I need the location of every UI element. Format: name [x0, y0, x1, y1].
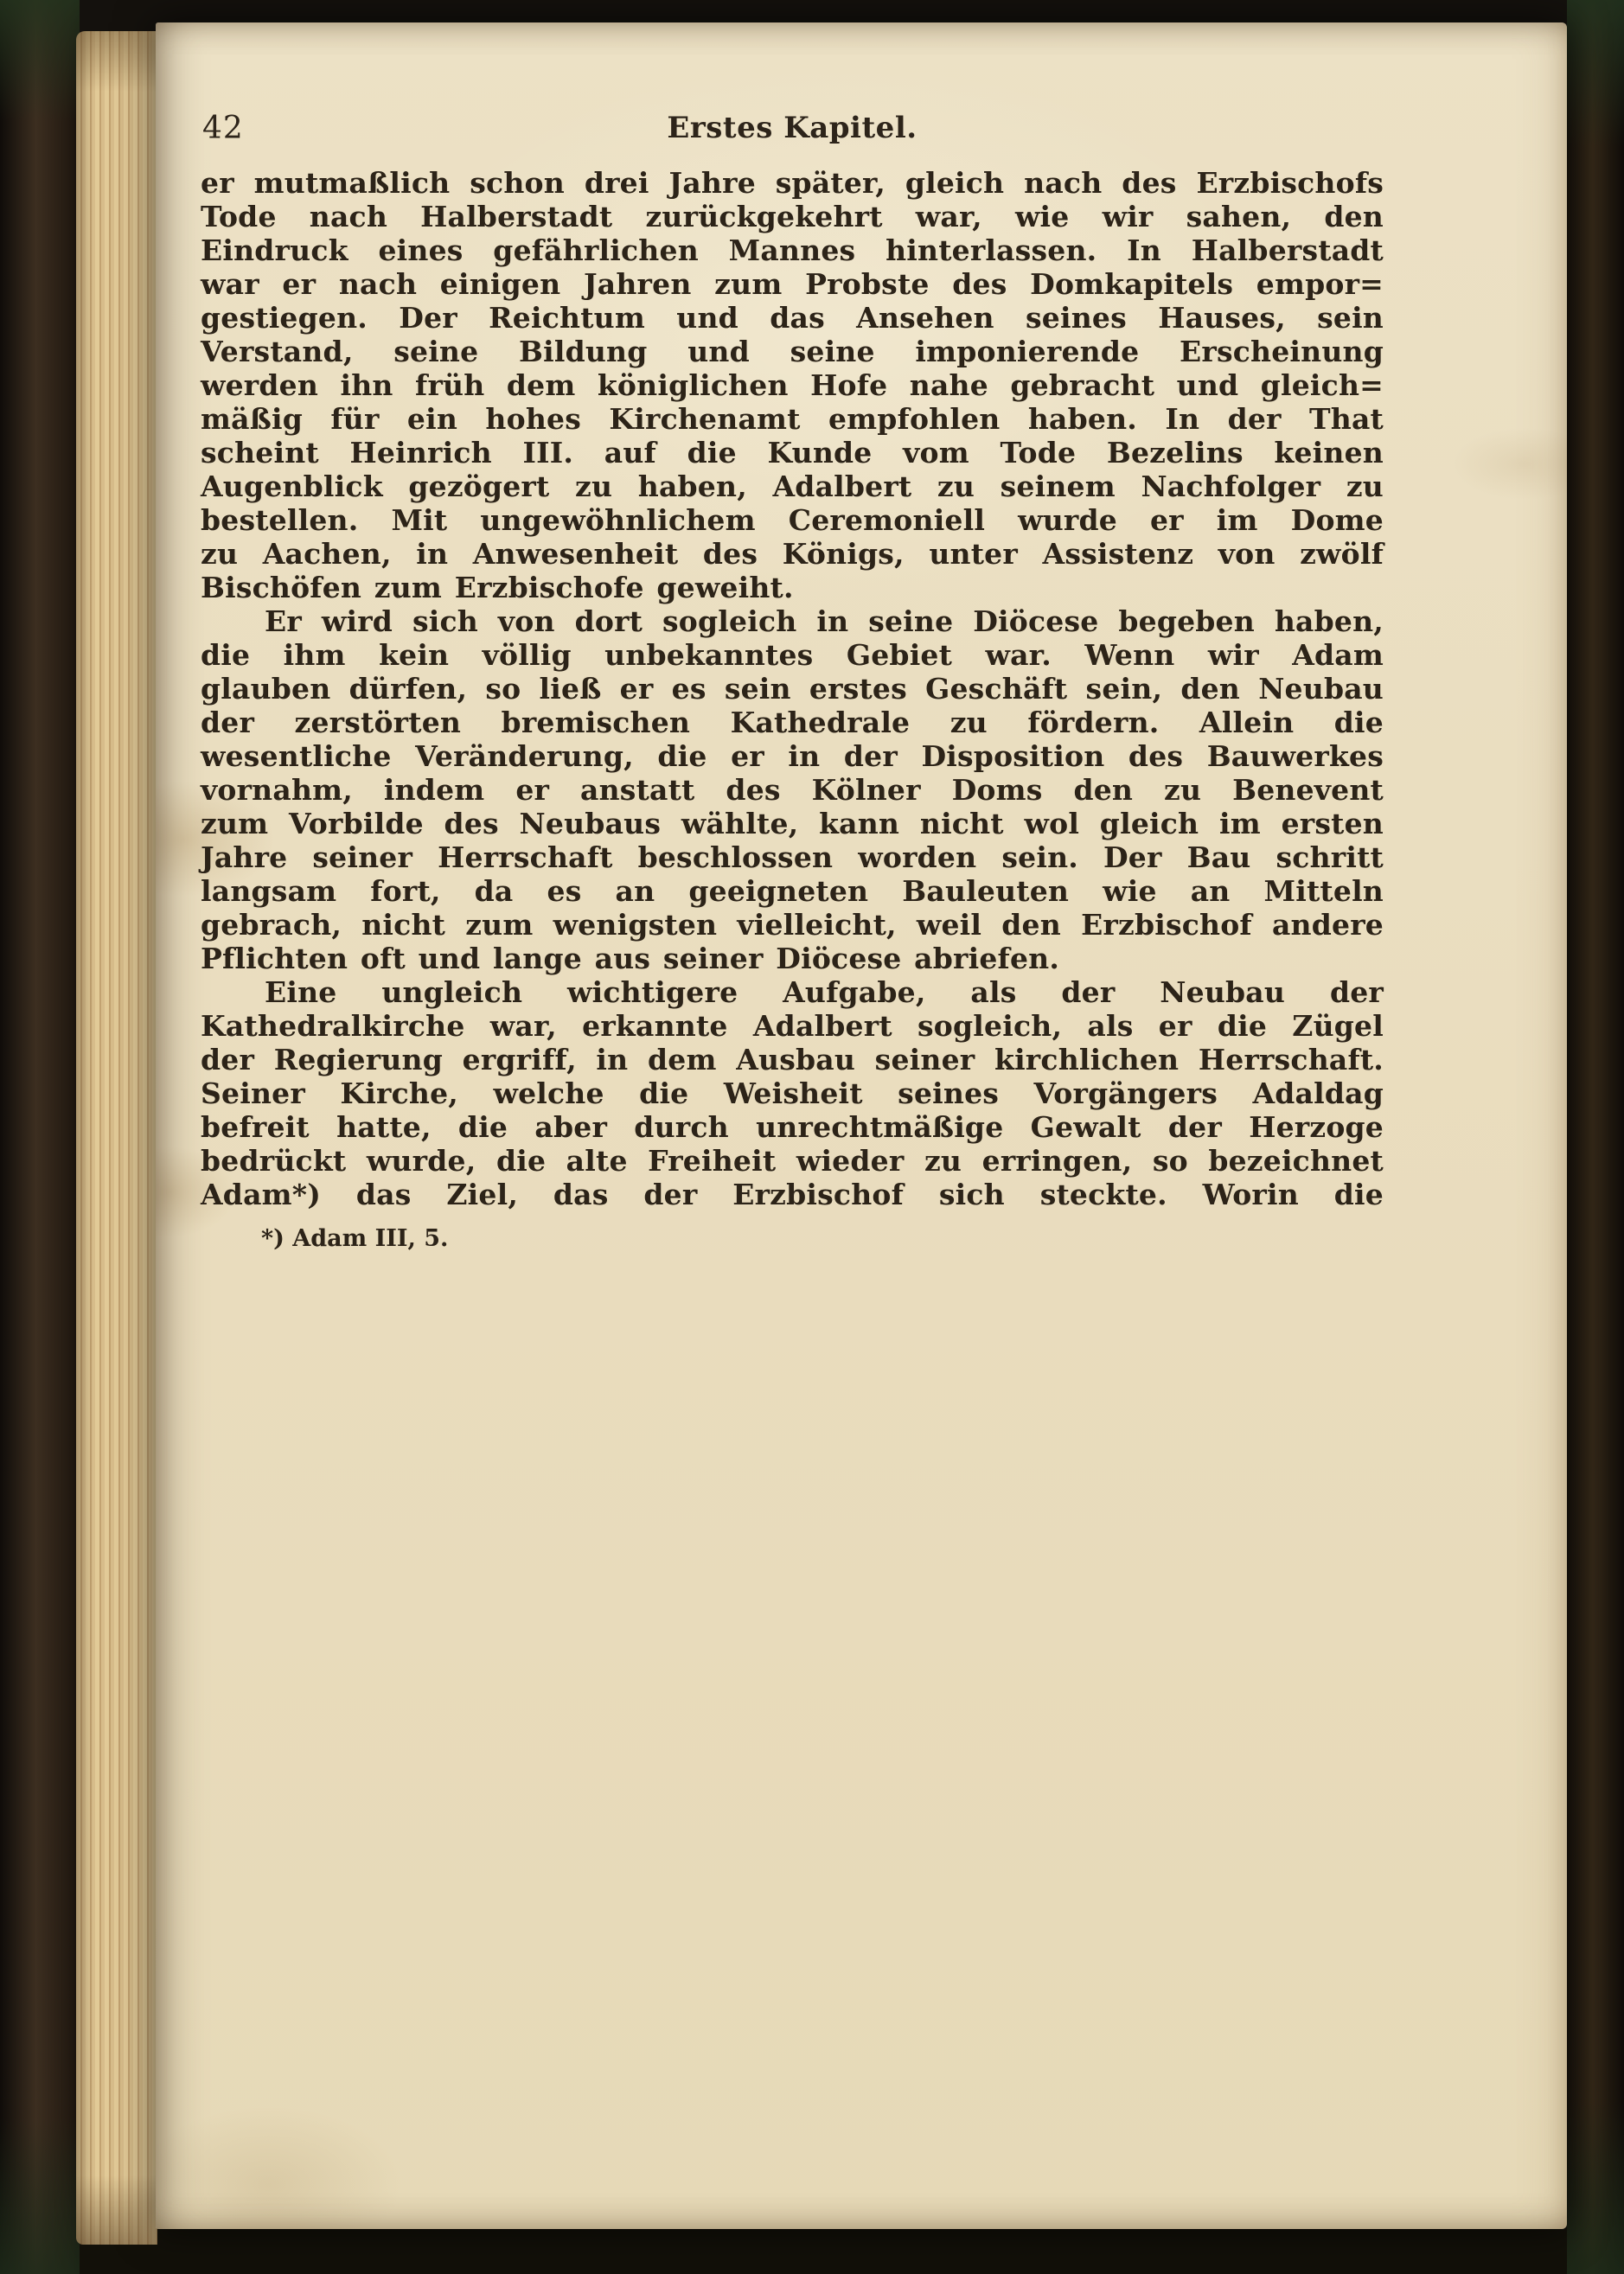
text-line: scheint Heinrich III. auf die Kunde vom Tode Bezelins keinen	[201, 436, 1384, 469]
text-line: der zerstörten bremischen Kathedrale zu fördern. Allein die	[201, 706, 1384, 739]
text-line: langsam fort, da es an geeigneten Bauleuten wie an Mitteln	[201, 874, 1384, 908]
text-line: Jahre seiner Herrschaft beschlossen worden sein. Der Bau schritt	[201, 840, 1384, 874]
text-block	[201, 166, 1384, 1252]
text-line: Eine ungleich wichtigere Aufgabe, als der Neubau der	[265, 975, 1384, 1009]
text-line: befreit hatte, die aber durch unrechtmäßige Gewalt der Herzoge	[201, 1110, 1384, 1144]
paragraph-2	[201, 604, 1384, 975]
text-line: zum Vorbilde des Neubaus wählte, kann nicht wol gleich im ersten	[201, 807, 1384, 840]
paragraph-3	[201, 975, 1384, 1211]
page-edges	[76, 31, 157, 2245]
text-line: vornahm, indem er anstatt des Kölner Doms den zu Benevent	[201, 773, 1384, 807]
text-line: werden ihn früh dem königlichen Hofe nahe gebracht und gleich=	[201, 368, 1384, 402]
book-cover-right	[1567, 0, 1624, 2274]
text-line: Pflichten oft und lange aus seiner Diöcese abriefen.	[201, 942, 1060, 975]
text-line: bedrückt wurde, die alte Freiheit wieder zu erringen, so bezeichnet	[201, 1144, 1384, 1178]
paragraph-1	[201, 166, 1384, 604]
text-line: er mutmaßlich schon drei Jahre später, gleich nach des Erzbischofs	[201, 166, 1384, 200]
book-page	[156, 22, 1567, 2229]
text-line: wesentliche Veränderung, die er in der Disposition des Bauwerkes	[201, 739, 1384, 773]
text-line: der Regierung ergriff, in dem Ausbau seiner kirchlichen Herrschaft.	[201, 1043, 1384, 1076]
book-cover-left	[0, 0, 80, 2274]
text-line: Er wird sich von dort sogleich in seine Diöcese begeben haben,	[265, 604, 1384, 638]
text-line: gestiegen. Der Reichtum und das Ansehen seines Hauses, sein	[201, 301, 1384, 335]
text-line: Adam*) das Ziel, das der Erzbischof sich steckte. Worin die	[201, 1178, 1384, 1211]
text-line: glauben dürfen, so ließ er es sein erstes Geschäft sein, den Neubau	[201, 672, 1384, 706]
text-line: Verstand, seine Bildung und seine imponierende Erscheinung	[201, 335, 1384, 368]
footnote: *) Adam III, 5.	[261, 1225, 449, 1252]
text-line: Tode nach Halberstadt zurückgekehrt war, wie wir sahen, den	[201, 200, 1384, 233]
text-line: war er nach einigen Jahren zum Probste des Domkapitels empor=	[201, 267, 1384, 301]
text-line: die ihm kein völlig unbekanntes Gebiet war. Wenn wir Adam	[201, 638, 1384, 672]
text-line: bestellen. Mit ungewöhnlichem Ceremoniell wurde er im Dome	[201, 503, 1384, 537]
text-line: Bischöfen zum Erzbischofe geweiht.	[201, 571, 794, 604]
page-number: 42	[202, 111, 244, 146]
text-line: mäßig für ein hohes Kirchenamt empfohlen haben. In der That	[201, 402, 1384, 436]
running-head	[201, 111, 1384, 145]
text-line: gebrach, nicht zum wenigsten vielleicht, weil den Erzbischof andere	[201, 908, 1384, 942]
text-line: Kathedralkirche war, erkannte Adalbert sogleich, als er die Zügel	[201, 1009, 1384, 1043]
text-line: Seiner Kirche, welche die Weisheit seines Vorgängers Adaldag	[201, 1076, 1384, 1110]
text-line: Eindruck eines gefährlichen Mannes hinterlassen. In Halberstadt	[201, 233, 1384, 267]
text-line: zu Aachen, in Anwesenheit des Königs, unter Assistenz von zwölf	[201, 537, 1384, 571]
chapter-header: Erstes Kapitel.	[667, 111, 917, 145]
text-line: Augenblick gezögert zu haben, Adalbert zu seinem Nachfolger zu	[201, 469, 1384, 503]
